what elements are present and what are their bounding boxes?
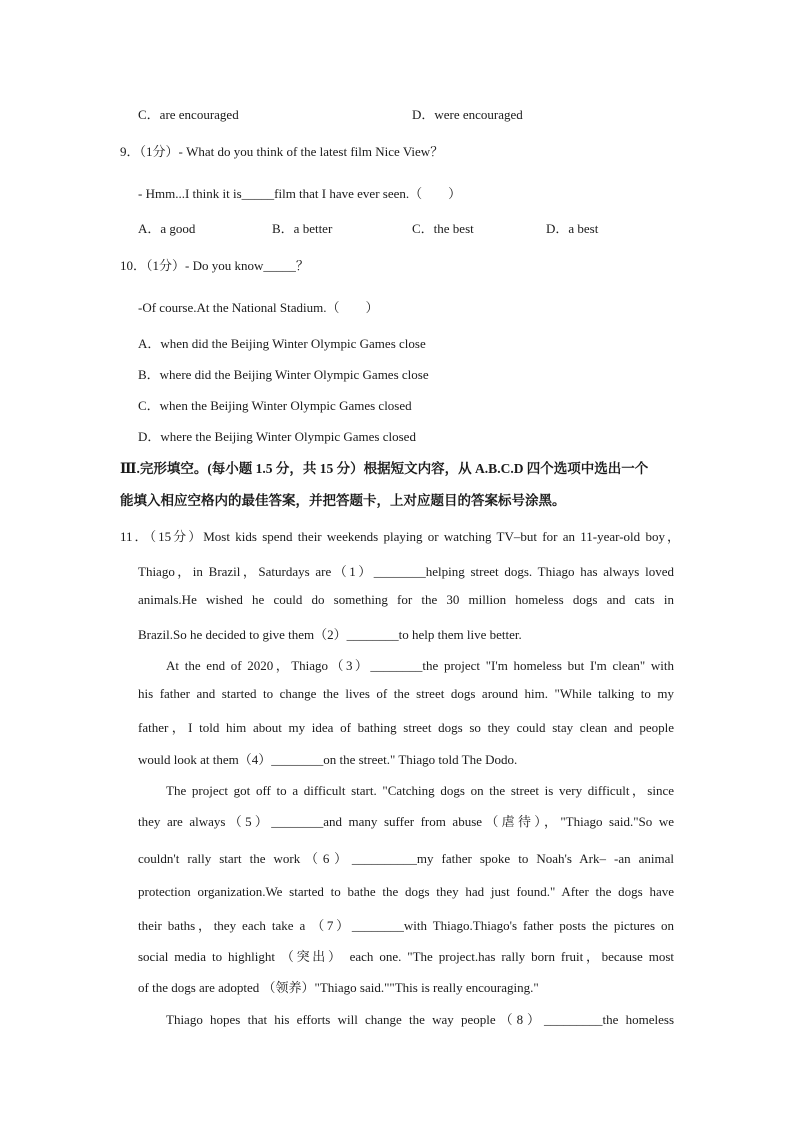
q9-option-a: A．a good [138, 221, 196, 236]
q11-line-16: Thiago hopes that his efforts will change the way people（8）_________the homeless [166, 1012, 674, 1027]
q11-line-4: Brazil.So he decided to give them（2）________to help them live better. [138, 627, 522, 642]
q10-option-a: A．when did the Beijing Winter Olympic Games close [138, 336, 426, 351]
q11-line-15: of the dogs are adopted （领养）"Thiago said.""This is really encouraging." [138, 980, 539, 995]
q11-line-10: they are always（5）________and many suffer from abuse（虐待），"Thiago said."So we [138, 814, 674, 829]
q10-option-b: B．where did the Beijing Winter Olympic Games close [138, 367, 429, 382]
q9-stem: 9．（1分）- What do you think of the latest film Nice View？ [120, 144, 444, 159]
q11-line-11: couldn't rally start the work（6）__________my father spoke to Noah's Ark– -an animal [138, 851, 674, 866]
q10-option-d: D．where the Beijing Winter Olympic Games closed [138, 429, 416, 444]
q11-line-3: animals.He wished he could do something for the 30 million homeless dogs and cats in [138, 592, 674, 607]
q10-stem: 10．（1分）- Do you know_____？ [120, 258, 309, 273]
section-3-heading-line-1: Ⅲ.完形填空。(每小题 1.5 分，共 15 分）根据短文内容，从 A.B.C.D 四个选项中选出一个 [120, 461, 649, 476]
q11-line-9: The project got off to a difficult start. "Catching dogs on the street is very difficult，since [166, 783, 674, 798]
q10-answer-line: -Of course.At the National Stadium.（ ） [138, 300, 379, 315]
q9-option-b: B．a better [272, 221, 333, 236]
section-3-heading-line-2: 能填入相应空格内的最佳答案，并把答题卡，上对应题目的答案标号涂黑。 [120, 493, 566, 508]
q11-line-12: protection organization.We started to bathe the dogs they had just found." After the dogs have [138, 884, 674, 899]
q9-option-d: D．a best [546, 221, 599, 236]
q11-line-8: would look at them（4）________on the street." Thiago told The Dodo. [138, 752, 518, 767]
q11-line-14: social media to highlight （突出） each one. "The project.has rally born fruit，because most [138, 949, 674, 964]
q11-line-2: Thiago，in Brazil，Saturdays are（1）________helping street dogs. Thiago has always loved [138, 564, 674, 579]
q11-line-7: father，I told him about my idea of bathing street dogs so they could stay clean and people [138, 720, 674, 735]
q8-option-d: D．were encouraged [412, 107, 523, 122]
q11-line-13: their baths，they each take a （7）________with Thiago.Thiago's father posts the pictures on [138, 918, 674, 933]
q9-option-c: C．the best [412, 221, 474, 236]
q11-line-6: his father and started to change the lives of the street dogs around him. "While talking to my [138, 686, 674, 701]
q9-answer-line: - Hmm...I think it is_____film that I have ever seen.（ ） [138, 186, 462, 201]
q11-line-5: At the end of 2020，Thiago（3）________the project "I'm homeless but I'm clean" with [166, 658, 674, 673]
q10-option-c: C．when the Beijing Winter Olympic Games closed [138, 398, 412, 413]
q11-line-1: 11．（15分）Most kids spend their weekends playing or watching TV–but for an 11-year-old boy， [120, 529, 680, 544]
q8-option-c: C．are encouraged [138, 107, 239, 122]
